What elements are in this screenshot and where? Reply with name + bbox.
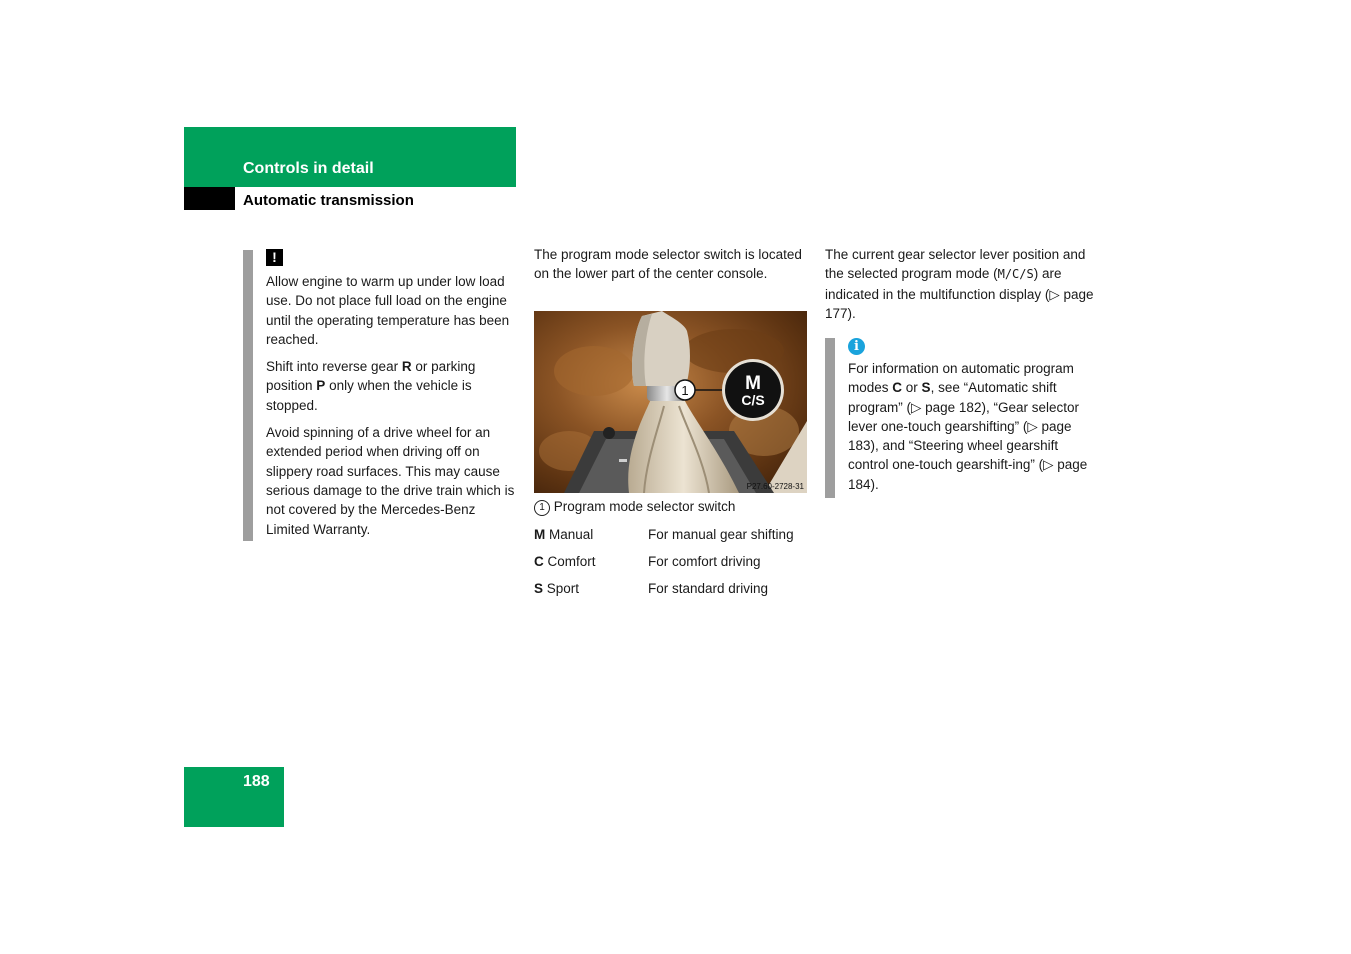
- table-row: S Sport For standard driving: [534, 581, 769, 596]
- warning-paragraph: Shift into reverse gear R or parking position P only when the vehicle is stopped.: [266, 359, 476, 413]
- middle-intro: The program mode selector switch is located on the lower part of the center console.: [534, 247, 802, 282]
- figure-callout: 1: [681, 383, 689, 398]
- program-mode-indicator: M/C/S: [997, 267, 1034, 282]
- info-block: [848, 336, 1100, 502]
- warning-icon: !: [266, 249, 283, 266]
- info-bar: [825, 338, 835, 498]
- table-row: M Manual For manual gear shifting: [534, 527, 794, 542]
- page-number: 188: [243, 773, 270, 790]
- warning-paragraph: Allow engine to warm up under low load use. Do not place full load on the engine until the operating temperature has been reached.: [266, 274, 510, 347]
- warning-paragraph: Avoid spinning of a drive wheel for an extended period when driving off on slippery road surfaces. This may cause serious damage to the drive train which is not covered by the Mercedes-Benz Limited Warranty.: [266, 425, 515, 537]
- warning-bar: [243, 250, 253, 541]
- info-icon: i: [848, 338, 865, 355]
- selector-switch-photo: [534, 311, 807, 493]
- figure-caption: 1 Program mode selector switch: [534, 497, 804, 516]
- header-marker: [184, 187, 235, 210]
- image-code: P27.60-2728-31: [746, 482, 804, 491]
- right-intro: The current gear selector lever position and the selected program mode (M/C/S) are indicated in the multifunction display (▷ page 177).: [825, 247, 1094, 321]
- switch-label-top: M: [745, 373, 761, 394]
- table-row: C Comfort For comfort driving: [534, 554, 761, 569]
- mode-table: [534, 525, 814, 606]
- switch-label-bottom: C/S: [741, 392, 765, 408]
- warning-block: [266, 248, 518, 547]
- info-paragraph: For information on automatic program modes C or S, see “Automatic shift program” (▷ page 182), “Gear selector lever one-touch gearshifting” (▷ page 183), and “Steering wheel gearshift control one-touch gearshift-ing” (▷ page 184).: [848, 361, 1088, 492]
- section-title: Controls in detail: [243, 160, 374, 177]
- caption-callout: 1: [534, 500, 550, 516]
- subsection-title: Automatic transmission: [243, 192, 414, 209]
